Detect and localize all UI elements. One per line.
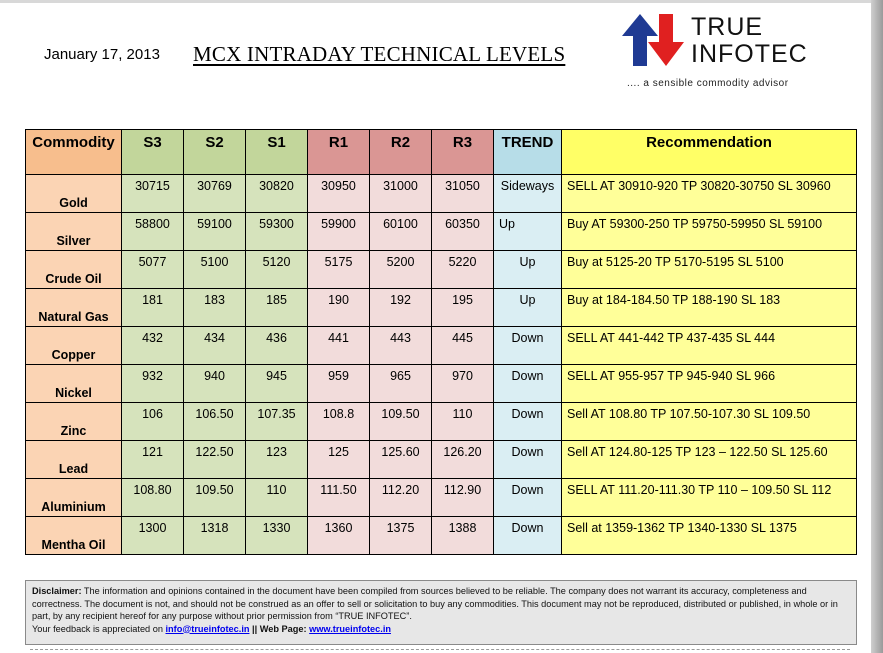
s2-cell: 59100	[184, 213, 246, 251]
trend-cell: Down	[494, 365, 562, 403]
r3-cell: 195	[432, 289, 494, 327]
table-row	[26, 251, 857, 289]
r2-cell: 31000	[370, 175, 432, 213]
page-top-edge	[0, 0, 883, 3]
r2-cell: 443	[370, 327, 432, 365]
commodity-cell: Aluminium	[26, 479, 122, 517]
table-row	[26, 327, 857, 365]
table-header-row	[26, 130, 857, 175]
logo-tagline: .... a sensible commodity advisor	[627, 78, 789, 89]
r3-cell: 970	[432, 365, 494, 403]
trend-cell: Sideways	[494, 175, 562, 213]
recommendation-cell: SELL AT 111.20-111.30 TP 110 – 109.50 SL 112	[562, 479, 857, 517]
commodity-cell: Nickel	[26, 365, 122, 403]
header-r2: R2	[370, 130, 432, 175]
page-bottom-divider	[30, 649, 850, 650]
s2-cell: 106.50	[184, 403, 246, 441]
footer-separator: ||	[252, 623, 258, 634]
recommendation-cell: Sell at 1359-1362 TP 1340-1330 SL 1375	[562, 517, 857, 555]
trend-cell: Down	[494, 517, 562, 555]
report-date: January 17, 2013	[44, 46, 160, 63]
r1-cell: 30950	[308, 175, 370, 213]
trend-cell: Up	[494, 213, 562, 251]
r3-cell: 5220	[432, 251, 494, 289]
commodity-cell: Gold	[26, 175, 122, 213]
table-row	[26, 441, 857, 479]
s3-cell: 181	[122, 289, 184, 327]
r1-cell: 1360	[308, 517, 370, 555]
r2-cell: 5200	[370, 251, 432, 289]
s2-cell: 183	[184, 289, 246, 327]
r1-cell: 108.8	[308, 403, 370, 441]
commodity-cell: Crude Oil	[26, 251, 122, 289]
r3-cell: 31050	[432, 175, 494, 213]
header-s2: S2	[184, 130, 246, 175]
r2-cell: 192	[370, 289, 432, 327]
s3-cell: 30715	[122, 175, 184, 213]
commodity-cell: Copper	[26, 327, 122, 365]
commodity-cell: Mentha Oil	[26, 517, 122, 555]
r1-cell: 125	[308, 441, 370, 479]
recommendation-cell: SELL AT 955-957 TP 945-940 SL 966	[562, 365, 857, 403]
s1-cell: 59300	[246, 213, 308, 251]
trend-cell: Down	[494, 441, 562, 479]
r3-cell: 110	[432, 403, 494, 441]
commodity-cell: Silver	[26, 213, 122, 251]
recommendation-cell: Buy at 184-184.50 TP 188-190 SL 183	[562, 289, 857, 327]
header-commodity: Commodity	[26, 130, 122, 175]
s2-cell: 5100	[184, 251, 246, 289]
table-row	[26, 213, 857, 251]
trend-cell: Down	[494, 403, 562, 441]
s1-cell: 123	[246, 441, 308, 479]
trend-cell: Down	[494, 479, 562, 517]
r2-cell: 112.20	[370, 479, 432, 517]
table-row	[26, 517, 857, 555]
s2-cell: 940	[184, 365, 246, 403]
r3-cell: 112.90	[432, 479, 494, 517]
table-row	[26, 175, 857, 213]
s3-cell: 121	[122, 441, 184, 479]
r1-cell: 959	[308, 365, 370, 403]
trend-cell: Up	[494, 251, 562, 289]
recommendation-cell: Sell AT 108.80 TP 107.50-107.30 SL 109.50	[562, 403, 857, 441]
s3-cell: 106	[122, 403, 184, 441]
r2-cell: 60100	[370, 213, 432, 251]
s2-cell: 434	[184, 327, 246, 365]
webpage-label: Web Page:	[259, 623, 307, 634]
r3-cell: 126.20	[432, 441, 494, 479]
header-s3: S3	[122, 130, 184, 175]
disclaimer-box	[25, 580, 857, 645]
s1-cell: 185	[246, 289, 308, 327]
s2-cell: 109.50	[184, 479, 246, 517]
s1-cell: 1330	[246, 517, 308, 555]
header-s1: S1	[246, 130, 308, 175]
feedback-label: Your feedback is appreciated on	[32, 623, 163, 634]
s3-cell: 432	[122, 327, 184, 365]
disclaimer-text: The information and opinions contained in the document have been compiled from sources believed to be reliable. The company does not warrant its accuracy, completeness and correctness. The document is not, and should not be construed as an offer to sell or solicitation to buy any commodities. This document may not be reproduced, distributed or published, in whole or in part, by any recipient hereof for any purpose without prior permission from “TRUE INFOTEC”.	[32, 586, 838, 621]
s2-cell: 122.50	[184, 441, 246, 479]
header-trend: TREND	[494, 130, 562, 175]
recommendation-cell: SELL AT 441-442 TP 437-435 SL 444	[562, 327, 857, 365]
s1-cell: 30820	[246, 175, 308, 213]
s3-cell: 5077	[122, 251, 184, 289]
disclaimer-label: Disclaimer:	[32, 586, 82, 596]
page-scroll-edge	[871, 0, 883, 653]
r2-cell: 125.60	[370, 441, 432, 479]
logo-word-true: TRUE	[691, 13, 764, 41]
s1-cell: 107.35	[246, 403, 308, 441]
r1-cell: 59900	[308, 213, 370, 251]
s1-cell: 5120	[246, 251, 308, 289]
s2-cell: 1318	[184, 517, 246, 555]
trend-cell: Down	[494, 327, 562, 365]
header-r3: R3	[432, 130, 494, 175]
commodity-cell: Lead	[26, 441, 122, 479]
r1-cell: 5175	[308, 251, 370, 289]
s3-cell: 58800	[122, 213, 184, 251]
s1-cell: 436	[246, 327, 308, 365]
table-row	[26, 403, 857, 441]
r2-cell: 109.50	[370, 403, 432, 441]
recommendation-cell: Buy AT 59300-250 TP 59750-59950 SL 59100	[562, 213, 857, 251]
header-recommendation: Recommendation	[562, 130, 857, 175]
commodity-cell: Zinc	[26, 403, 122, 441]
r2-cell: 1375	[370, 517, 432, 555]
r3-cell: 60350	[432, 213, 494, 251]
s1-cell: 110	[246, 479, 308, 517]
r2-cell: 965	[370, 365, 432, 403]
technical-levels-table	[25, 129, 857, 555]
r1-cell: 111.50	[308, 479, 370, 517]
s3-cell: 108.80	[122, 479, 184, 517]
table-row	[26, 365, 857, 403]
s3-cell: 932	[122, 365, 184, 403]
r1-cell: 190	[308, 289, 370, 327]
trend-cell: Up	[494, 289, 562, 327]
header-r1: R1	[308, 130, 370, 175]
recommendation-cell: Buy at 5125-20 TP 5170-5195 SL 5100	[562, 251, 857, 289]
s2-cell: 30769	[184, 175, 246, 213]
recommendation-cell: SELL AT 30910-920 TP 30820-30750 SL 30960	[562, 175, 857, 213]
commodity-cell: Natural Gas	[26, 289, 122, 327]
logo-word-infotec: INFOTEC	[691, 40, 808, 68]
table-row	[26, 289, 857, 327]
recommendation-cell: Sell AT 124.80-125 TP 123 – 122.50 SL 125.60	[562, 441, 857, 479]
r3-cell: 445	[432, 327, 494, 365]
s1-cell: 945	[246, 365, 308, 403]
up-down-arrows-logo-icon	[620, 12, 686, 68]
s3-cell: 1300	[122, 517, 184, 555]
r3-cell: 1388	[432, 517, 494, 555]
email-link[interactable]: info@trueinfotec.in	[165, 623, 250, 634]
page-title: MCX INTRADAY TECHNICAL LEVELS	[193, 42, 566, 66]
r1-cell: 441	[308, 327, 370, 365]
website-link[interactable]: www.trueinfotec.in	[309, 623, 391, 634]
table-row	[26, 479, 857, 517]
